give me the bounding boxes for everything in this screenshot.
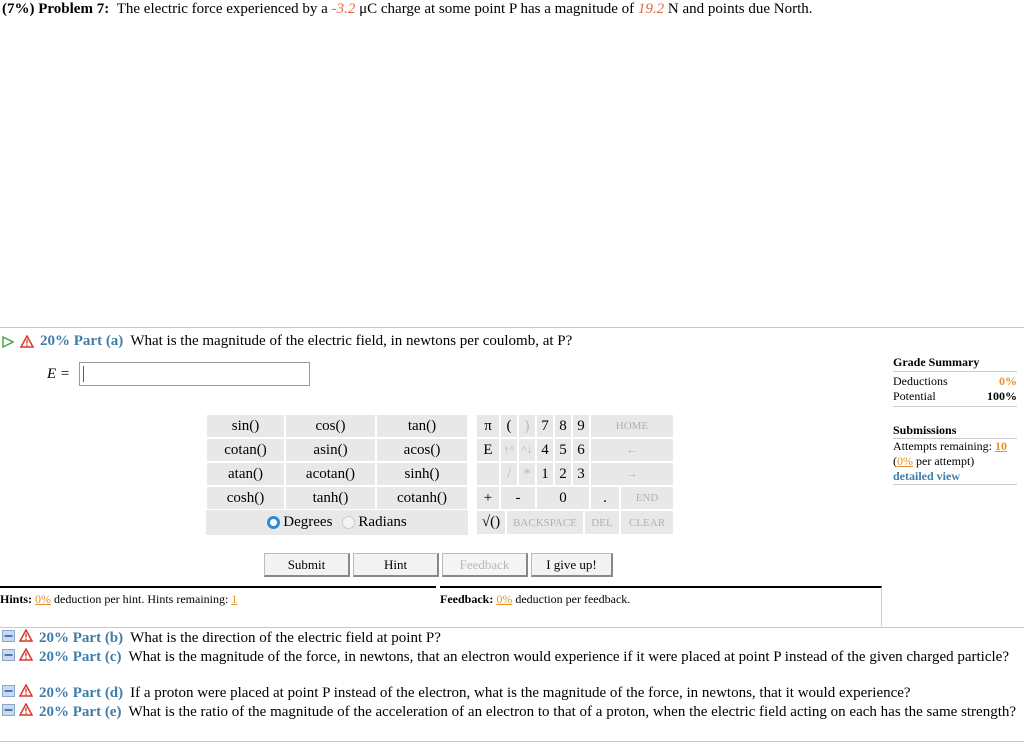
key-blank (476, 462, 500, 486)
part-c-row[interactable] (2, 648, 1022, 666)
part-c-question: What is the magnitude of the force, in newtons, that an electron would experience if it were placed at point P instead of the given charged particle? (128, 649, 1009, 665)
key-tanh[interactable]: tanh() (285, 486, 376, 510)
hint-button[interactable]: Hint (353, 553, 439, 577)
potential-value: 100% (987, 389, 1017, 403)
hints-panel (0, 586, 436, 626)
key-multiply[interactable]: * (518, 462, 536, 486)
key-cotan[interactable]: cotan() (206, 438, 285, 462)
key-1[interactable]: 1 (536, 462, 554, 486)
collapse-icon[interactable] (2, 704, 15, 716)
expand-arrow-icon[interactable] (2, 336, 14, 348)
key-up-arrow[interactable]: ↑^ (500, 438, 518, 462)
angle-mode-selector (206, 510, 468, 535)
key-close-paren[interactable]: ) (518, 414, 536, 438)
answer-label: E = (47, 366, 71, 382)
key-decimal[interactable]: . (590, 486, 620, 510)
deductions-row (893, 374, 1017, 389)
key-down-arrow[interactable]: ^↓ (518, 438, 536, 462)
attempts-row (893, 439, 1017, 454)
key-0[interactable]: 0 (536, 486, 590, 510)
feedback-label: Feedback: (440, 592, 494, 606)
calculator-keypad (206, 414, 674, 535)
key-backspace[interactable]: BACKSPACE (506, 510, 584, 535)
key-sqrt[interactable]: √() (476, 510, 506, 535)
problem-text-2: μC charge at some point P has a magnitude of (359, 1, 635, 17)
key-sin[interactable]: sin() (206, 414, 285, 438)
key-open-paren[interactable]: ( (500, 414, 518, 438)
key-9[interactable]: 9 (572, 414, 590, 438)
key-home[interactable]: HOME (590, 414, 674, 438)
radians-radio[interactable] (342, 516, 355, 529)
potential-row (893, 389, 1017, 407)
part-a-header[interactable] (2, 333, 572, 350)
degrees-label: Degrees (283, 514, 333, 530)
part-e-weight: 20% Part (e) (39, 704, 122, 720)
part-b-weight: 20% Part (b) (39, 630, 124, 646)
force-value: 19.2 (637, 1, 665, 17)
problem-text-3: N and points due North. (667, 1, 813, 17)
key-8[interactable]: 8 (554, 414, 572, 438)
key-cotanh[interactable]: cotanh() (376, 486, 468, 510)
per-attempt-text: per attempt) (916, 454, 975, 468)
feedback-text: deduction per feedback. (515, 592, 631, 606)
divider (0, 627, 1024, 628)
hints-label: Hints: (0, 592, 33, 606)
key-e[interactable]: E (476, 438, 500, 462)
part-a-weight: 20% Part (a) (40, 333, 124, 349)
key-sinh[interactable]: sinh() (376, 462, 468, 486)
part-e-row[interactable] (2, 703, 1022, 721)
feedback-button[interactable]: Feedback (442, 553, 528, 577)
per-attempt-pct: 0% (897, 454, 913, 468)
key-atan[interactable]: atan() (206, 462, 285, 486)
part-c-weight: 20% Part (c) (39, 649, 122, 665)
collapse-icon[interactable] (2, 685, 15, 697)
part-a-question: What is the magnitude of the electric field, in newtons per coulomb, at P? (130, 333, 573, 349)
key-minus[interactable]: - (500, 486, 536, 510)
key-cos[interactable]: cos() (285, 414, 376, 438)
grade-summary-panel (893, 355, 1017, 485)
warning-icon (19, 684, 33, 697)
warning-icon (20, 335, 34, 348)
answer-input[interactable] (79, 362, 310, 386)
key-divide[interactable]: / (500, 462, 518, 486)
feedback-panel (440, 586, 882, 626)
radians-label: Radians (358, 514, 407, 530)
key-2[interactable]: 2 (554, 462, 572, 486)
hints-remaining: 1 (231, 592, 238, 606)
warning-icon (19, 648, 33, 661)
key-right-arrow[interactable]: → (590, 462, 674, 486)
divider (0, 327, 1024, 328)
key-asin[interactable]: asin() (285, 438, 376, 462)
part-b-row[interactable] (2, 629, 1022, 647)
hints-deduction: 0% (35, 592, 52, 606)
key-7[interactable]: 7 (536, 414, 554, 438)
key-left-arrow[interactable]: ← (590, 438, 674, 462)
charge-value: -3.2 (331, 1, 356, 17)
submit-button[interactable]: Submit (264, 553, 350, 577)
key-6[interactable]: 6 (572, 438, 590, 462)
warning-icon (19, 703, 33, 716)
key-5[interactable]: 5 (554, 438, 572, 462)
part-d-row[interactable] (2, 684, 1022, 702)
part-d-question: If a proton were placed at point P instead of the electron, what is the magnitude of the force, in newtons, that it would experience? (130, 685, 911, 701)
deductions-label: Deductions (893, 374, 948, 388)
divider (0, 741, 1024, 742)
key-4[interactable]: 4 (536, 438, 554, 462)
key-clear[interactable]: CLEAR (620, 510, 674, 535)
problem-text-1: The electric force experienced by a (116, 1, 328, 17)
degrees-radio[interactable] (267, 516, 280, 529)
collapse-icon[interactable] (2, 630, 15, 642)
key-del[interactable]: DEL (584, 510, 620, 535)
warning-icon (19, 629, 33, 642)
problem-weight: (7%) (2, 1, 35, 17)
deductions-value: 0% (999, 374, 1017, 388)
attempts-label: Attempts remaining: (893, 439, 992, 453)
submissions-title: Submissions (893, 423, 1017, 439)
problem-statement (2, 1, 813, 18)
key-tan[interactable]: tan() (376, 414, 468, 438)
grade-summary-title: Grade Summary (893, 355, 1017, 372)
potential-label: Potential (893, 389, 936, 403)
per-attempt-row: (0% per attempt) (893, 454, 975, 468)
detailed-view-link[interactable]: detailed view (893, 469, 960, 483)
part-d-weight: 20% Part (d) (39, 685, 124, 701)
attempts-value: 10 (994, 439, 1007, 453)
hints-text: deduction per hint. Hints remaining: (54, 592, 229, 606)
key-pi[interactable]: π (476, 414, 500, 438)
key-plus[interactable]: + (476, 486, 500, 510)
text-caret (83, 366, 84, 382)
key-acotan[interactable]: acotan() (285, 462, 376, 486)
detailed-view-row (893, 469, 1017, 485)
key-cosh[interactable]: cosh() (206, 486, 285, 510)
collapse-icon[interactable] (2, 649, 15, 661)
part-e-question: What is the ratio of the magnitude of the acceleration of an electron to that of a proton, when the electric field acting on each has the same strength? (128, 704, 1017, 720)
feedback-deduction: 0% (496, 592, 513, 606)
part-b-question: What is the direction of the electric field at point P? (130, 630, 441, 646)
key-acos[interactable]: acos() (376, 438, 468, 462)
key-end[interactable]: END (620, 486, 674, 510)
key-3[interactable]: 3 (572, 462, 590, 486)
give-up-button[interactable]: I give up! (531, 553, 613, 577)
problem-label: Problem 7: (38, 1, 110, 17)
